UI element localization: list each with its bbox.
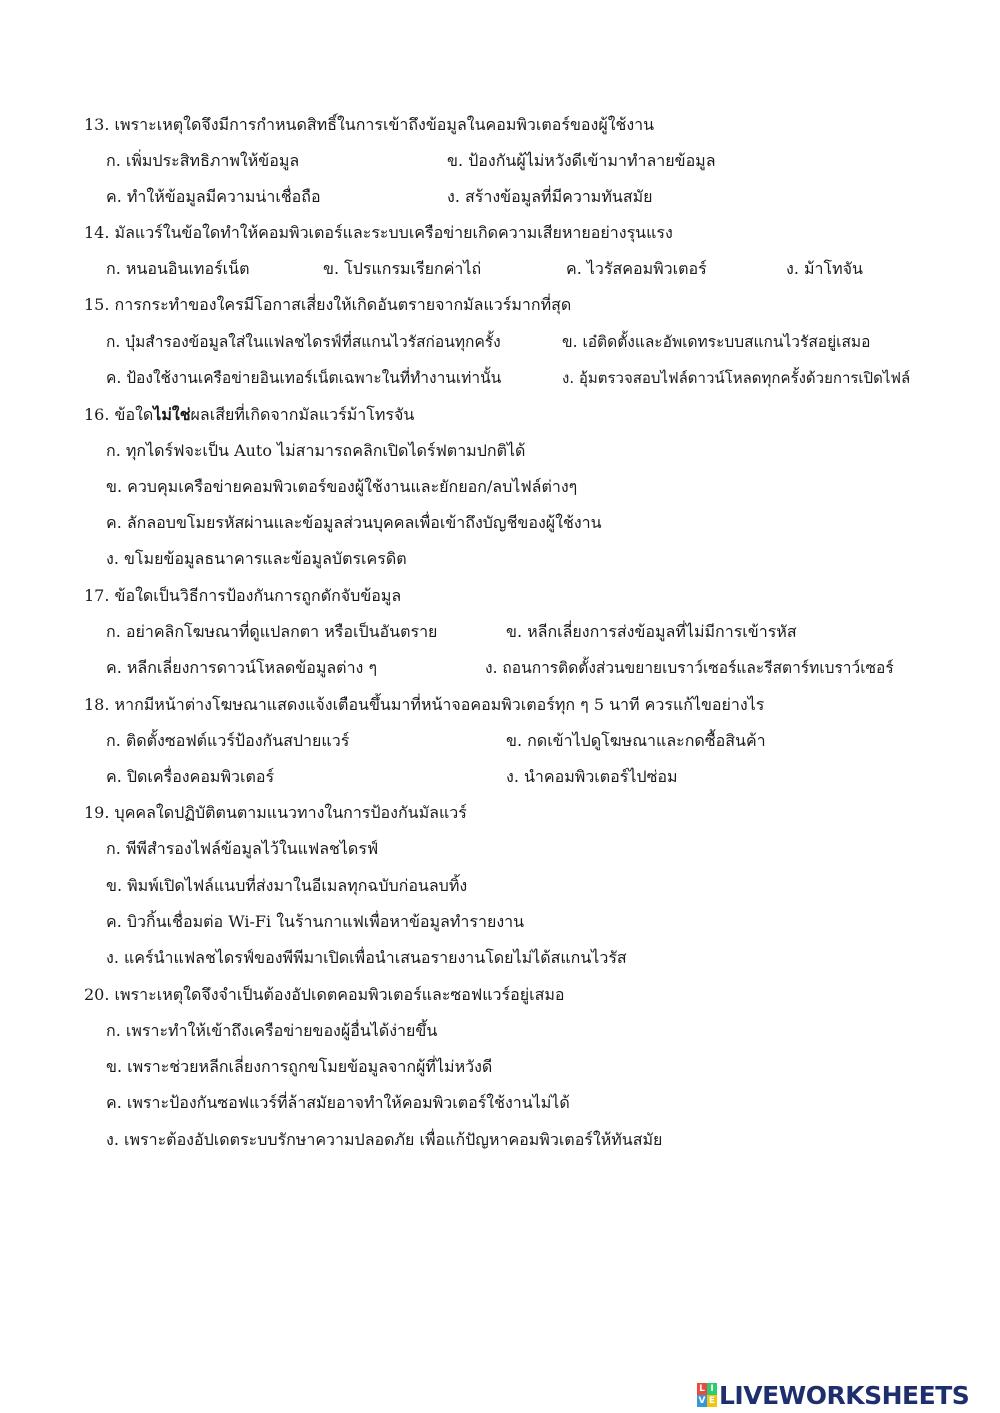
- q14-option-a: ก. หนอนอินเทอร์เน็ต: [106, 259, 250, 278]
- q15-option-d: ง. อุ้มตรวจสอบไฟล์ดาวน์โหลดทุกครั้งด้วยการเปิดไฟล์: [562, 369, 911, 387]
- q20-option-d: ง. เพราะต้องอัปเดตระบบรักษาความปลอดภัย เพื่อแก้ปัญหาคอมพิวเตอร์ให้ทันสมัย: [106, 1130, 663, 1149]
- q16-option-c: ค. ลักลอบขโมยรหัสผ่านและข้อมูลส่วนบุคคลเพื่อเข้าถึงบัญชีของผู้ใช้งาน: [106, 513, 602, 532]
- logo-mark-v: V: [698, 1396, 706, 1406]
- q20-option-b: ข. เพราะช่วยหลีกเลี่ยงการถูกขโมยข้อมูลจากผู้ที่ไม่หวังดี: [106, 1057, 493, 1076]
- question-14-stem: 14. มัลแวร์ในข้อใดทำให้คอมพิวเตอร์และระบบเครือข่ายเกิดความเสียหายอย่างรุนแรง: [84, 223, 673, 242]
- liveworksheets-logo: [697, 1380, 969, 1410]
- q14-option-d: ง. ม้าโทจัน: [786, 259, 863, 278]
- q15-option-a: ก. บุ๋มสำรองข้อมูลใส่ในแฟลชไดรฟ์ที่สแกนไวรัสก่อนทุกครั้ง: [106, 333, 501, 351]
- q19-option-d: ง. แคร์นำแฟลชไดรฟ์ของพีพีมาเปิดเพื่อนำเสนอรายงานโดยไม่ได้สแกนไวรัส: [106, 948, 627, 967]
- q13-option-c: ค. ทำให้ข้อมูลมีความน่าเชื่อถือ: [106, 187, 321, 206]
- question-13-stem: 13. เพราะเหตุใดจึงมีการกำหนดสิทธิ์ในการเข้าถึงข้อมูลในคอมพิวเตอร์ของผู้ใช้งาน: [84, 115, 655, 134]
- question-19-stem: 19. บุคคลใดปฏิบัติตนตามแนวทางในการป้องกันมัลแวร์: [84, 803, 467, 822]
- q17-option-a: ก. อย่าคลิกโฆษณาที่ดูแปลกตา หรือเป็นอันตราย: [106, 622, 438, 641]
- question-20-stem: 20. เพราะเหตุใดจึงจำเป็นต้องอัปเดตคอมพิวเตอร์และซอฟแวร์อยู่เสมอ: [84, 985, 565, 1004]
- question-18-stem: 18. หากมีหน้าต่างโฆษณาแสดงแจ้งเตือนขึ้นมาที่หน้าจอคอมพิวเตอร์ทุก ๆ 5 นาที ควรแก้ไขอย่างไร: [84, 695, 765, 714]
- q13-option-b: ข. ป้องกันผู้ไม่หวังดีเข้ามาทำลายข้อมูล: [447, 151, 716, 170]
- q17-option-c: ค. หลีกเลี่ยงการดาวน์โหลดข้อมูลต่าง ๆ: [106, 658, 378, 677]
- q18-option-c: ค. ปิดเครื่องคอมพิวเตอร์: [106, 767, 275, 786]
- q16-stem-prefix: 16. ข้อใด: [84, 405, 154, 424]
- question-17-stem: 17. ข้อใดเป็นวิธีการป้องกันการถูกดักจับข้อมูล: [84, 586, 402, 605]
- q13-option-a: ก. เพิ่มประสิทธิภาพให้ข้อมูล: [106, 151, 300, 170]
- q13-option-d: ง. สร้างข้อมูลที่มีความทันสมัย: [447, 187, 653, 206]
- q15-option-c: ค. ป้องใช้งานเครือข่ายอินเทอร์เน็ตเฉพาะในที่ทำงานเท่านั้น: [106, 369, 502, 387]
- q16-stem-emphasis: ไม่ใช่: [153, 405, 191, 424]
- q20-option-a: ก. เพราะทำให้เข้าถึงเครือข่ายของผู้อื่นได้ง่ายขึ้น: [106, 1021, 438, 1040]
- q16-option-a: ก. ทุกไดร์ฟจะเป็น Auto ไม่สามารถคลิกเปิดไดร์ฟตามปกติได้: [106, 441, 526, 460]
- q17-option-b: ข. หลีกเลี่ยงการส่งข้อมูลที่ไม่มีการเข้ารหัส: [506, 622, 797, 641]
- q15-option-b: ข. เอ๋ติดตั้งและอัพเดทระบบสแกนไวรัสอยู่เสมอ: [562, 333, 871, 351]
- q16-option-d: ง. ขโมยข้อมูลธนาคารและข้อมูลบัตรเครดิต: [106, 549, 407, 568]
- q16-option-b: ข. ควบคุมเครือข่ายคอมพิวเตอร์ของผู้ใช้งานและยักยอก/ลบไฟล์ต่างๆ: [106, 477, 578, 496]
- question-15-stem: 15. การกระทำของใครมีโอกาสเสี่ยงให้เกิดอันตรายจากมัลแวร์มากที่สุด: [84, 295, 572, 314]
- q19-option-b: ข. พิมพ์เปิดไฟล์แนบที่ส่งมาในอีเมลทุกฉบับก่อนลบทิ้ง: [106, 876, 468, 895]
- q19-option-a: ก. พีพีสำรองไฟล์ข้อมูลไว้ในแฟลชไดรฟ์: [106, 839, 379, 858]
- question-16-stem: [84, 400, 414, 430]
- q14-option-b: ข. โปรแกรมเรียกค่าไถ่: [323, 259, 482, 278]
- q20-option-c: ค. เพราะป้องกันซอฟแวร์ที่ล้าสมัยอาจทำให้คอมพิวเตอร์ใช้งานไม่ได้: [106, 1093, 570, 1112]
- logo-mark: [697, 1383, 717, 1407]
- logo-mark-e: E: [708, 1396, 716, 1406]
- q18-option-d: ง. นำคอมพิวเตอร์ไปซ่อม: [506, 767, 678, 786]
- q14-option-c: ค. ไวรัสคอมพิวเตอร์: [566, 259, 707, 278]
- logo-mark-i: I: [707, 1383, 717, 1395]
- logo-mark-l: L: [697, 1383, 707, 1395]
- q18-option-a: ก. ติดตั้งซอฟต์แวร์ป้องกันสปายแวร์: [106, 731, 350, 750]
- q19-option-c: ค. บิวกิ้นเชื่อมต่อ Wi-Fi ในร้านกาแฟเพื่อหาข้อมูลทำรายงาน: [106, 912, 525, 931]
- q18-option-b: ข. กดเข้าไปดูโฆษณาและกดซื้อสินค้า: [506, 731, 766, 750]
- q17-option-d: ง. ถอนการติดตั้งส่วนขยายเบราว์เซอร์และรีสตาร์ทเบราว์เซอร์: [485, 659, 894, 677]
- q16-stem-suffix: ผลเสียที่เกิดจากมัลแวร์ม้าโทรจัน: [190, 405, 415, 424]
- logo-text: LIVEWORKSHEETS: [719, 1380, 970, 1410]
